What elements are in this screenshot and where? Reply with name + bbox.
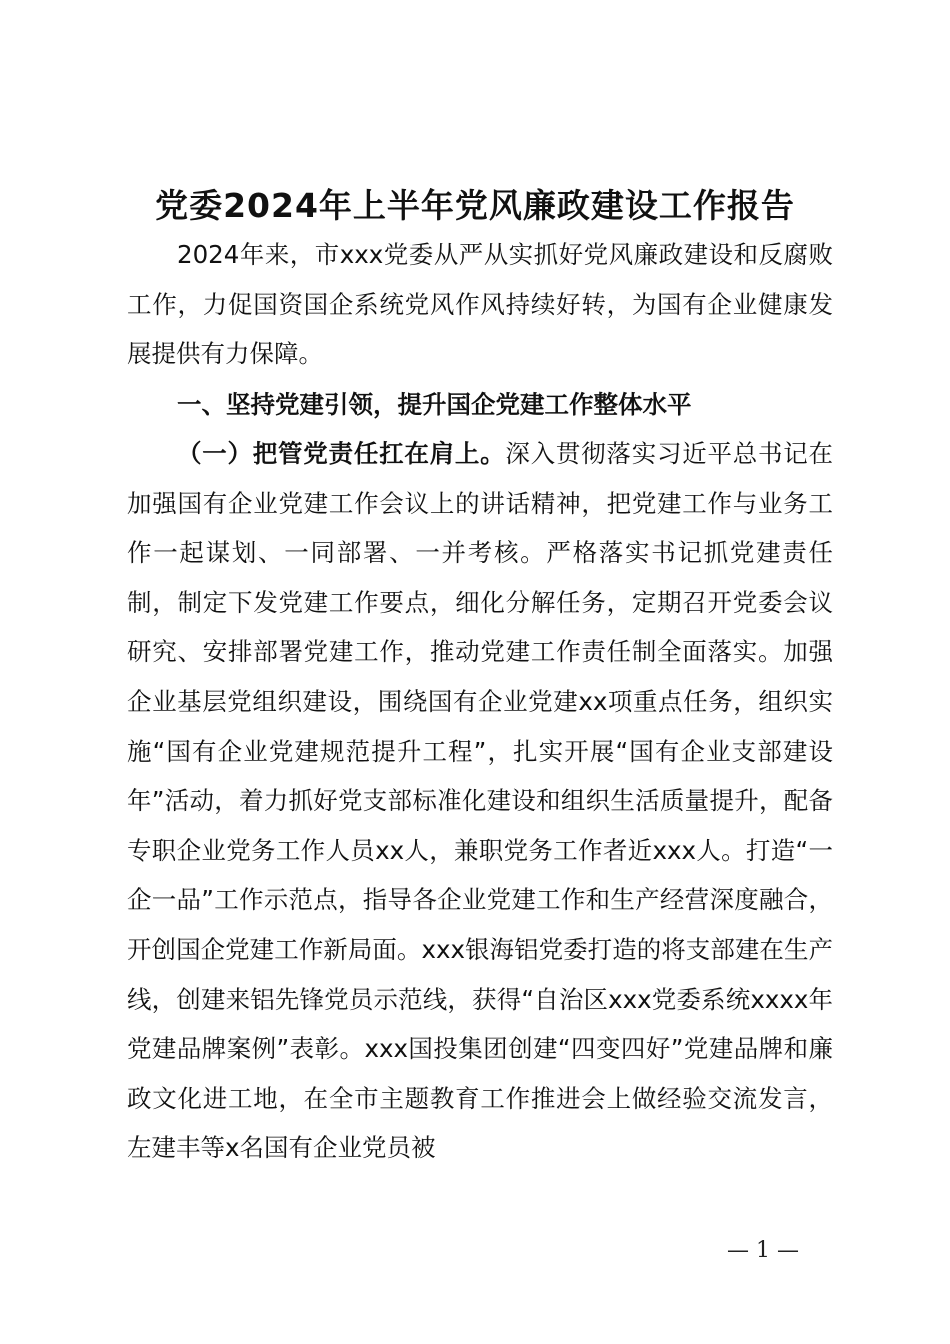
subsection-lead: （一）把管党责任扛在肩上。: [177, 439, 506, 468]
subsection-paragraph: [127, 429, 833, 1173]
section-heading: 一、坚持党建引领，提升国企党建工作整体水平: [177, 390, 692, 419]
page-number: — 1 —: [727, 1238, 799, 1263]
subsection-body: 深入贯彻落实习近平总书记在加强国有企业党建工作会议上的讲话精神，把党建工作与业务工作一起谋划、一同部署、一并考核。严格落实书记抓党建责任制，制定下发党建工作要点，细化分解任务，定期召开党委会议研究、安排部署党建工作，推动党建工作责任制全面落实。加强企业基层党组织建设，围绕国有企业党建xx项重点任务，组织实施“国有企业党建规范提升工程”，扎实开展“国有企业支部建设年”活动，着力抓好党支部标准化建设和组织生活质量提升，配备专职企业党务工作人员xx人，兼职党务工作者近xxx人。打造“一企一品”工作示范点，指导各企业党建工作和生产经营深度融合，开创国企党建工作新局面。xxx银海铝党委打造的将支部建在生产线，创建来铝先锋党员示范线，获得“自治区xxx党委系统xxxx年党建品牌案例”表彰。xxx国投集团创建“四变四好”党建品牌和廉政文化进工地，在全市主题教育工作推进会上做经验交流发言，左建丰等x名国有企业党员被: [127, 439, 834, 1163]
document-title: 党委2024年上半年党风廉政建设工作报告: [155, 186, 795, 225]
intro-paragraph: 2024年来，市xxx党委从严从实抓好党风廉政建设和反腐败工作，力促国资国企系统党风作风持续好转，为国有企业健康发展提供有力保障。: [127, 240, 833, 369]
